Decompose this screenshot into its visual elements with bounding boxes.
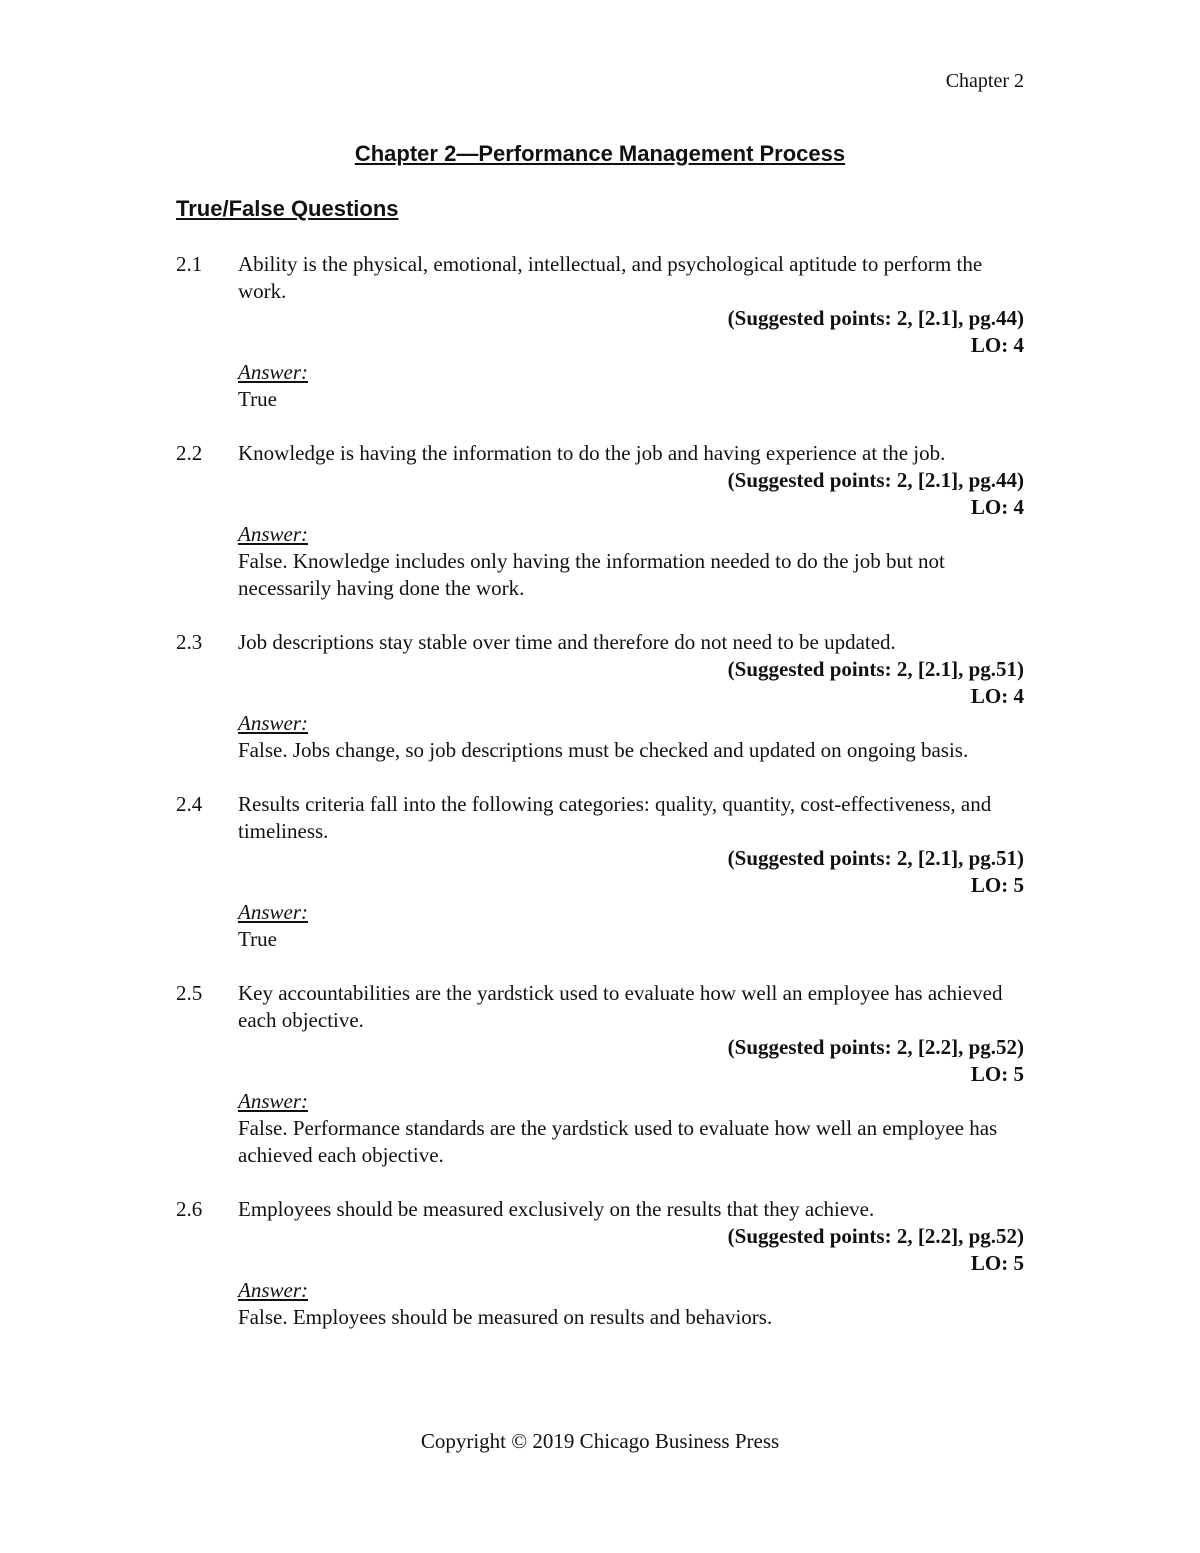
question-number: 2.2 xyxy=(176,441,203,465)
question-text: Key accountabilities are the yardstick used to evaluate how well an employee has achieved each objective. xyxy=(238,981,1003,1032)
learning-objective: LO: 4 xyxy=(970,684,1024,708)
suggested-points: (Suggested points: 2, [2.1], pg.44) xyxy=(727,468,1024,492)
answer-text: False. Employees should be measured on results and behaviors. xyxy=(238,1305,773,1329)
question-number: 2.4 xyxy=(176,792,203,816)
suggested-points: (Suggested points: 2, [2.1], pg.51) xyxy=(727,657,1024,681)
question-text: Employees should be measured exclusively on the results that they achieve. xyxy=(238,1197,875,1221)
copyright-footer: Copyright © 2019 Chicago Business Press xyxy=(420,1429,780,1453)
answer-label: Answer: xyxy=(238,1089,308,1113)
suggested-points: (Suggested points: 2, [2.1], pg.44) xyxy=(727,306,1024,330)
answer-label: Answer: xyxy=(238,522,308,546)
question-text: Job descriptions stay stable over time and therefore do not need to be updated. xyxy=(238,630,896,654)
learning-objective: LO: 5 xyxy=(970,873,1024,897)
suggested-points: (Suggested points: 2, [2.2], pg.52) xyxy=(727,1224,1024,1248)
answer-label: Answer: xyxy=(238,360,308,384)
question-text: Results criteria fall into the following categories: quality, quantity, cost-effectiveness, and timeliness. xyxy=(238,792,992,843)
learning-objective: LO: 4 xyxy=(970,333,1024,357)
answer-label: Answer: xyxy=(238,711,308,735)
learning-objective: LO: 5 xyxy=(970,1062,1024,1086)
question-number: 2.1 xyxy=(176,252,203,276)
suggested-points: (Suggested points: 2, [2.1], pg.51) xyxy=(727,846,1024,870)
answer-text: True xyxy=(238,927,277,951)
page-header-chapter: Chapter 2 xyxy=(945,70,1024,92)
answer-text: False. Performance standards are the yardstick used to evaluate how well an employee has achieved each objective. xyxy=(238,1116,998,1167)
learning-objective: LO: 4 xyxy=(970,495,1024,519)
question-number: 2.5 xyxy=(176,981,203,1005)
answer-label: Answer: xyxy=(238,900,308,924)
question-text: Knowledge is having the information to do the job and having experience at the job. xyxy=(238,441,946,465)
answer-text: False. Knowledge includes only having the information needed to do the job but not necessarily having done the work. xyxy=(238,549,945,600)
question-item xyxy=(176,629,1024,764)
answer-label: Answer: xyxy=(238,1278,308,1302)
question-item xyxy=(176,251,1024,413)
question-item xyxy=(176,440,1024,602)
learning-objective: LO: 5 xyxy=(970,1251,1024,1275)
question-number: 2.3 xyxy=(176,630,203,654)
section-heading: True/False Questions xyxy=(176,196,399,221)
question-number: 2.6 xyxy=(176,1197,203,1221)
suggested-points: (Suggested points: 2, [2.2], pg.52) xyxy=(727,1035,1024,1059)
question-item xyxy=(176,980,1024,1169)
question-item xyxy=(176,1196,1024,1331)
answer-text: False. Jobs change, so job descriptions must be checked and updated on ongoing basis. xyxy=(238,738,969,762)
answer-text: True xyxy=(238,387,277,411)
question-list xyxy=(176,251,1024,1358)
page-title: Chapter 2—Performance Management Process xyxy=(354,141,846,166)
question-text: Ability is the physical, emotional, intellectual, and psychological aptitude to perform the work. xyxy=(238,252,983,303)
question-item xyxy=(176,791,1024,953)
